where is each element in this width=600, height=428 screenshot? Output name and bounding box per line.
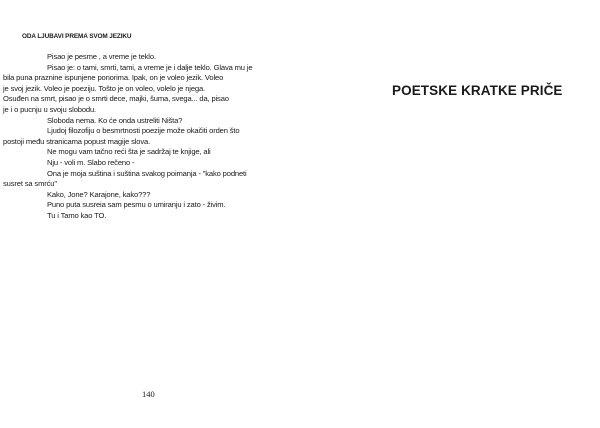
section-heading: POETSKE KRATKE PRIČE (392, 83, 563, 98)
poem-line: Pisao je: o tami, smrti, tami, a vreme je i dalje teklo. Glava mu je (47, 62, 253, 72)
poem-line: Puno puta susreia sam pesmu o umiranju i zato - živim. (47, 200, 226, 210)
poem-line: postoji među stranicama popust magije slova. (3, 136, 151, 146)
right-page (300, 0, 600, 428)
poem-title: ODA LJUBAVI PREMA SVOM JEZIKU (22, 33, 132, 40)
poem-line: Pisao je pesme , a vreme je teklo. (47, 52, 156, 61)
poem-line: je svoj jezik. Voleo je poeziju. Tošto je on voleo, volelo je njega. (3, 83, 205, 93)
poem-line: Osuđen na smrt, pisao je o smrti dece, majki, šuma, svega... da, pisao (3, 94, 229, 104)
poem-line: susret sa smrću" (3, 179, 57, 189)
poem-body (3, 52, 273, 222)
poem-line: je i o pucnju u svoju slobodu. (3, 104, 97, 114)
poem-line: Tu i Tamo kao TO. (47, 210, 107, 220)
poem-line: Nju - voli m. Slabo rečeno - (47, 157, 135, 167)
poem-line: Kako, Jone? Karajone, kako??? (47, 189, 151, 199)
poem-line: bila puna praznine ispunjene ponorima. Ipak, on je voleo jezik. Voleo (3, 73, 224, 83)
poem-line: Ne mogu vam tačno reći šta je sadržaj te knjige, ali (47, 147, 211, 157)
page-number: 140 (142, 389, 155, 399)
poem-line: Ljudoj filozofiju o besmrtnosti poezije može okačiti orden što (47, 126, 240, 136)
poem-line: Sloboda nema. Ko će onda ustreliti Ništa? (47, 115, 183, 125)
poem-line: Ona je moja suština i suština svakog poimanja - "kako podneti (47, 168, 247, 178)
